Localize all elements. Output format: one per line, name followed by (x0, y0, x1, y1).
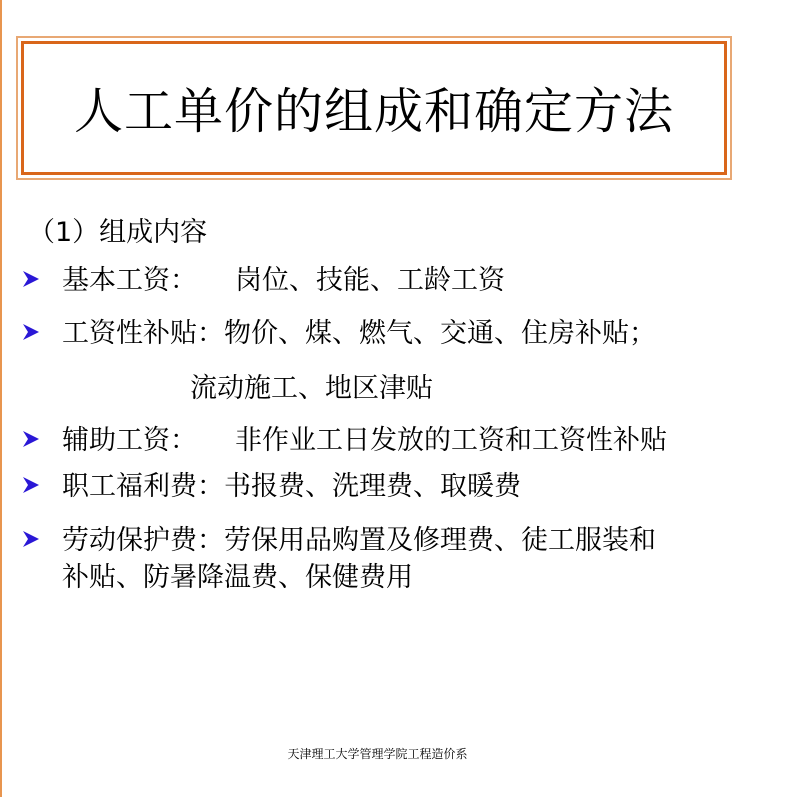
bullet-text (62, 262, 782, 299)
bullet-continuation: 流动施工、地区津贴 (190, 373, 433, 404)
bullet-content: 非作业工日发放的工资和工资性补贴 (235, 425, 667, 456)
bullet-text (62, 315, 782, 352)
bullet-item-welfare (22, 468, 782, 505)
arrow-bullet-icon (22, 323, 40, 341)
bullet-item-wage-subsidy (22, 315, 782, 352)
title-frame-inner (21, 41, 727, 175)
bullet-label: 辅助工资： (62, 425, 197, 456)
arrow-bullet-icon (22, 476, 40, 494)
arrow-bullet-icon (22, 270, 40, 288)
bullet-item-labor-protection (22, 522, 782, 596)
bullet-item-basic-wage (22, 262, 782, 299)
slide-left-rule (0, 0, 2, 797)
bullet-label: 劳动保护费： (62, 525, 224, 556)
bullet-label: 职工福利费： (62, 471, 224, 502)
bullet-label: 基本工资： (62, 265, 197, 296)
bullet-item-auxiliary-wage (22, 422, 782, 459)
arrow-bullet-icon (22, 530, 40, 548)
bullet-text (62, 422, 782, 459)
arrow-bullet-icon (22, 430, 40, 448)
section-heading: （1）组成内容 (28, 217, 208, 248)
title-frame (16, 36, 732, 180)
slide-footer: 天津理工大学管理学院工程造价系 (287, 747, 468, 761)
bullet-content: 岗位、技能、工龄工资 (235, 265, 505, 296)
slide-title: 人工单价的组成和确定方法 (73, 83, 674, 140)
bullet-continuation: 补贴、防暑降温费、保健费用 (62, 562, 413, 593)
bullet-text (62, 522, 782, 559)
bullet-content: 劳保用品购置及修理费、徒工服装和 (224, 525, 656, 556)
bullet-content: 物价、煤、燃气、交通、住房补贴； (224, 318, 656, 349)
bullet-content: 书报费、洗理费、取暖费 (224, 471, 521, 502)
bullet-label: 工资性补贴： (62, 318, 224, 349)
bullet-text (62, 468, 782, 505)
